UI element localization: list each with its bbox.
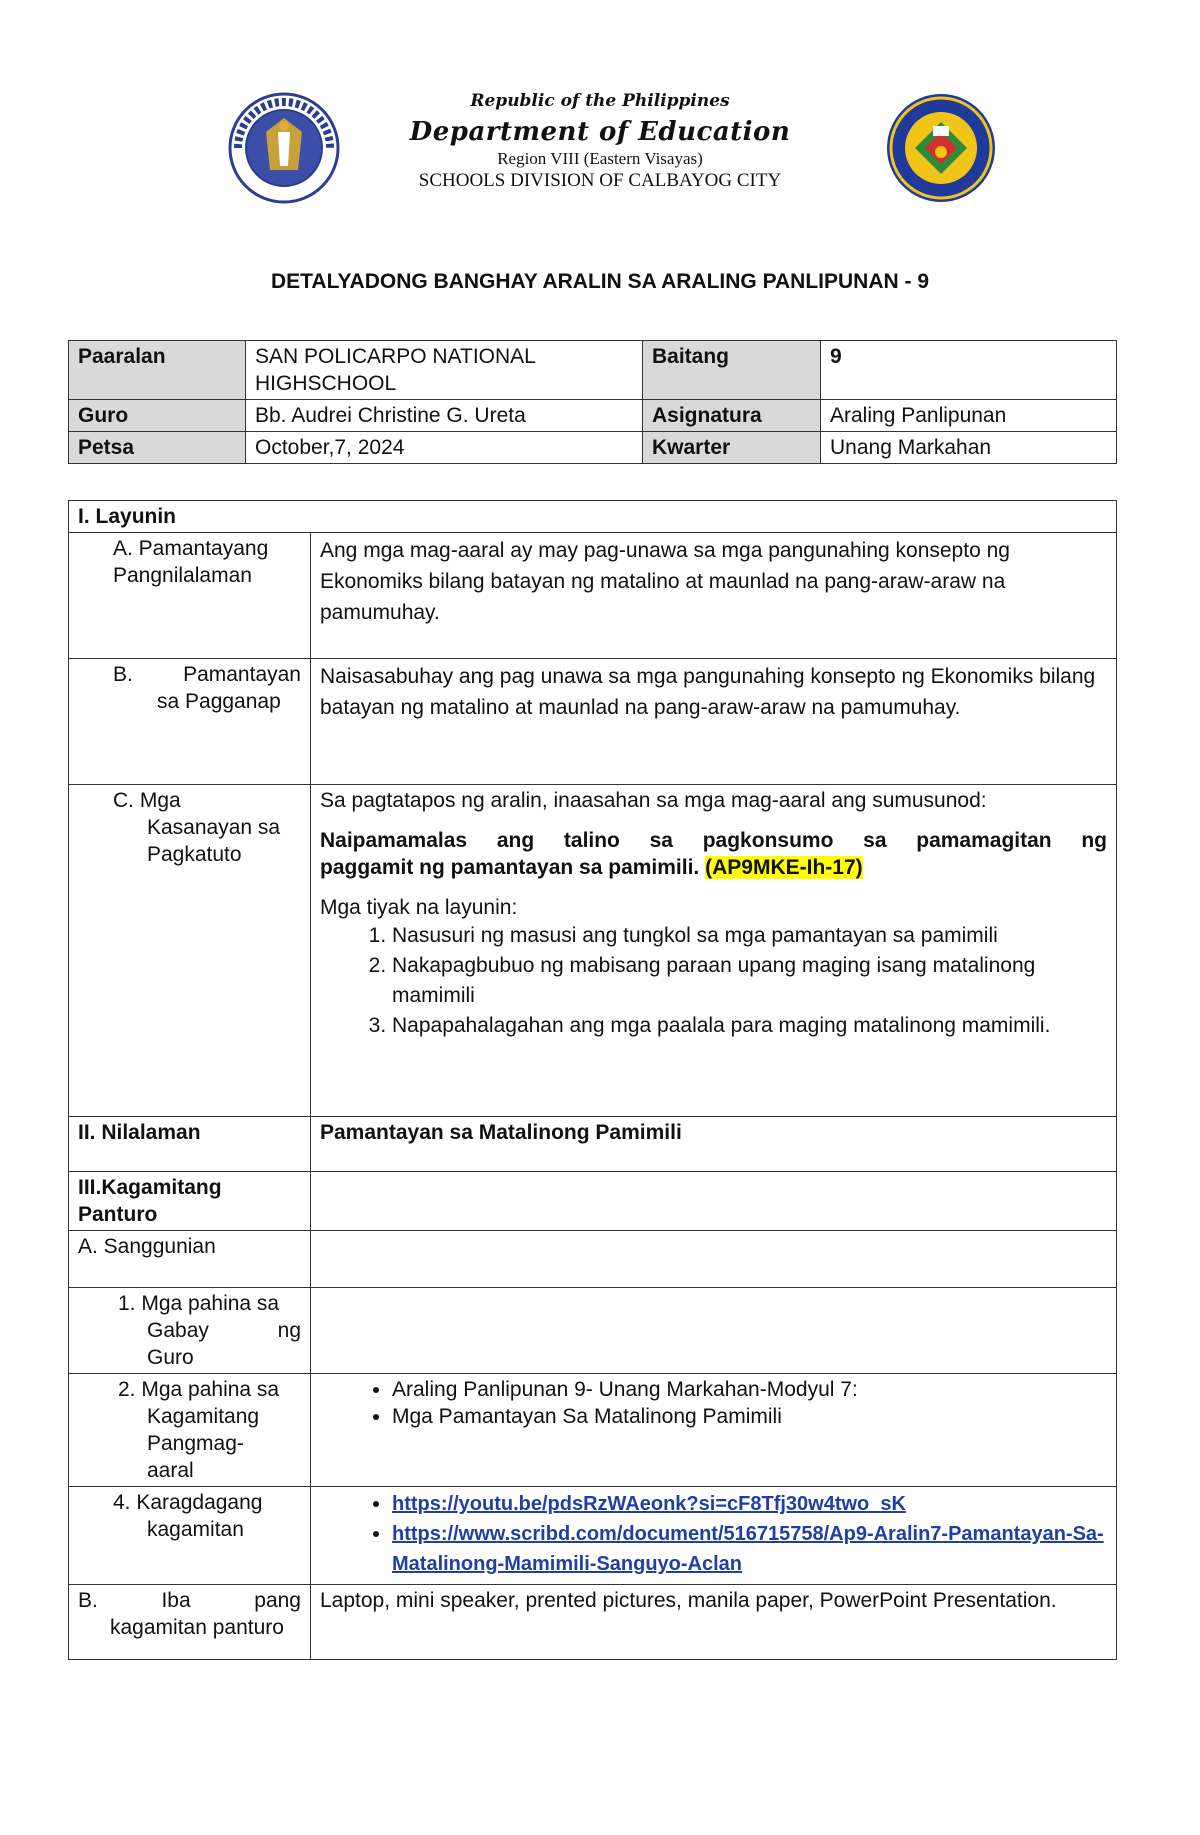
karagdagan-label-line2: kagamitan [147,1518,244,1541]
kagamitan-item: • Mga Pamantayan Sa Matalinong Pamimili [392,1403,1107,1430]
guro-label: Guro [69,400,246,432]
baitang-label: Baitang [643,341,821,400]
division-heading: SCHOOLS DIVISION OF CALBAYOG CITY [418,170,782,191]
paaralan-value: SAN POLICARPO NATIONAL HIGHSCHOOL [246,341,643,400]
gabay-label-line3: Guro [147,1346,194,1369]
objectives-list [320,921,1107,1041]
sanggunian-empty [311,1231,1117,1288]
iba-label-line2: kagamitan panturo [110,1616,284,1639]
gabay-guro-empty [311,1288,1117,1374]
kwarter-label: Kwarter [643,432,821,464]
iba-pang-kagamitan-value: Laptop, mini speaker, prented pictures, manila paper, PowerPoint Presentation. [311,1585,1117,1660]
pamantayan-sa-pagganap-text: Naisasabuhay ang pag unawa sa mga pangunahing konsepto ng Ekonomiks bilang batayan ng matalino at maunlad na pang-araw-araw na pamumuhay. [311,659,1117,785]
objective-item: 2. Nakapagbubuo ng mabisang paraan upang maging isang matalinong mamimili [392,951,1107,1011]
kagamitang-pangmag-aaral-label [69,1374,311,1487]
competency-line1: Naipamamalas ang talino sa pagkonsumo sa pamamagitan ng [320,829,1108,852]
c-label-line3: Pagkatuto [147,843,242,866]
competency-code: (AP9MKE-Ih-17) [705,856,863,879]
gabay-guro-label [69,1288,311,1374]
objective-item: 3. Napapahalagahan ang mga paalala para maging matalinong mamimili. [392,1011,1107,1041]
b-label-word: Pamantayan [183,663,301,686]
iba-label-word2: pang [254,1589,301,1612]
c-label-line1: C. Mga [113,789,181,812]
nilalaman-label: II. Nilalaman [69,1117,311,1172]
nilalaman-value: Pamantayan sa Matalinong Pamimili [311,1117,1117,1172]
c-label-line2: Kasanayan sa [147,816,281,839]
lesson-plan-table [68,500,1117,1660]
kagamitan-items-cell [311,1374,1117,1487]
competency-line2: paggamit ng pamantayan sa pamimili. [320,856,700,879]
kagamitan-label-line4: aaral [147,1459,194,1482]
objective-item: 1. Nasusuri ng masusi ang tungkol sa mga pamantayan sa pamimili [392,921,1107,951]
pamantayang-pangnilalaman-text: Ang mga mag-aaral ay may pag-unawa sa mga pangunahing konsepto ng Ekonomiks bilang batayan ng matalino at maunlad na pang-araw-araw na pamumuhay. [311,533,1117,659]
pamantayan-sa-pagganap-label [69,659,311,785]
kasanayan-label [69,785,311,1117]
karagdagang-kagamitan-label [69,1487,311,1585]
kagamitan-label-line1: 2. Mga pahina sa [118,1378,280,1401]
petsa-value: October,7, 2024 [246,432,643,464]
layunin-heading: I. Layunin [69,501,1117,533]
republic-heading: Republic of the Philippines [470,91,730,111]
iba-label-word1: Iba [161,1589,191,1612]
asignatura-label: Asignatura [643,400,821,432]
baitang-value: 9 [821,341,1117,400]
scribd-link[interactable]: https://www.scribd.com/document/516715758/Ap9-Aralin7-Pamantayan-Sa-Matalinong-Mamimili-Sanguyo-Aclan [392,1523,1104,1575]
kagamitan-heading-empty [311,1172,1117,1231]
school-info-table [68,340,1117,464]
kagamitan-label-line2: Kagamitang [147,1405,260,1428]
kagamitan-heading: III.Kagamitang Panturo [69,1172,311,1231]
kasanayan-intro: Sa pagtatapos ng aralin, inaasahan sa mga mag-aaral ang sumusunod: [320,789,987,812]
kagamitan-items-list [320,1376,1107,1430]
document-title: DETALYADONG BANGHAY ARALIN SA ARALING PANLIPUNAN - 9 [270,270,930,293]
department-heading: Department of Education [409,117,791,147]
b-label-letter: B. [113,663,133,686]
links-cell [311,1487,1117,1585]
guro-value: Bb. Audrei Christine G. Ureta [246,400,643,432]
paaralan-label: Paaralan [69,341,246,400]
gabay-label-word2: ng [277,1319,301,1342]
kagamitan-item: • Araling Panlipunan 9- Unang Markahan-Modyul 7: [392,1376,1107,1403]
asignatura-value: Araling Panlipunan [821,400,1117,432]
tiyak-heading: Mga tiyak na layunin: [320,896,518,919]
gabay-label-word1: Gabay [147,1319,209,1342]
karagdagan-label-line1: 4. Karagdagang [113,1491,263,1514]
b-label-line2: sa Pagganap [157,690,281,713]
links-list [320,1489,1107,1579]
gabay-label-line1: 1. Mga pahina sa [118,1292,280,1315]
region-heading: Region VIII (Eastern Visayas) [497,149,703,168]
sanggunian-label: A. Sanggunian [69,1231,311,1288]
kagamitan-label-line3: Pangmag- [147,1432,244,1455]
kwarter-value: Unang Markahan [821,432,1117,464]
iba-pang-kagamitan-label [69,1585,311,1660]
youtube-link[interactable]: https://youtu.be/pdsRzWAeonk?si=cF8Tfj30w4two_sK [392,1493,906,1515]
kasanayan-content [311,785,1117,1117]
pamantayang-pangnilalaman-label: A. Pamantayang Pangnilalaman [69,533,311,659]
iba-label-letter: B. [78,1589,98,1612]
petsa-label: Petsa [69,432,246,464]
